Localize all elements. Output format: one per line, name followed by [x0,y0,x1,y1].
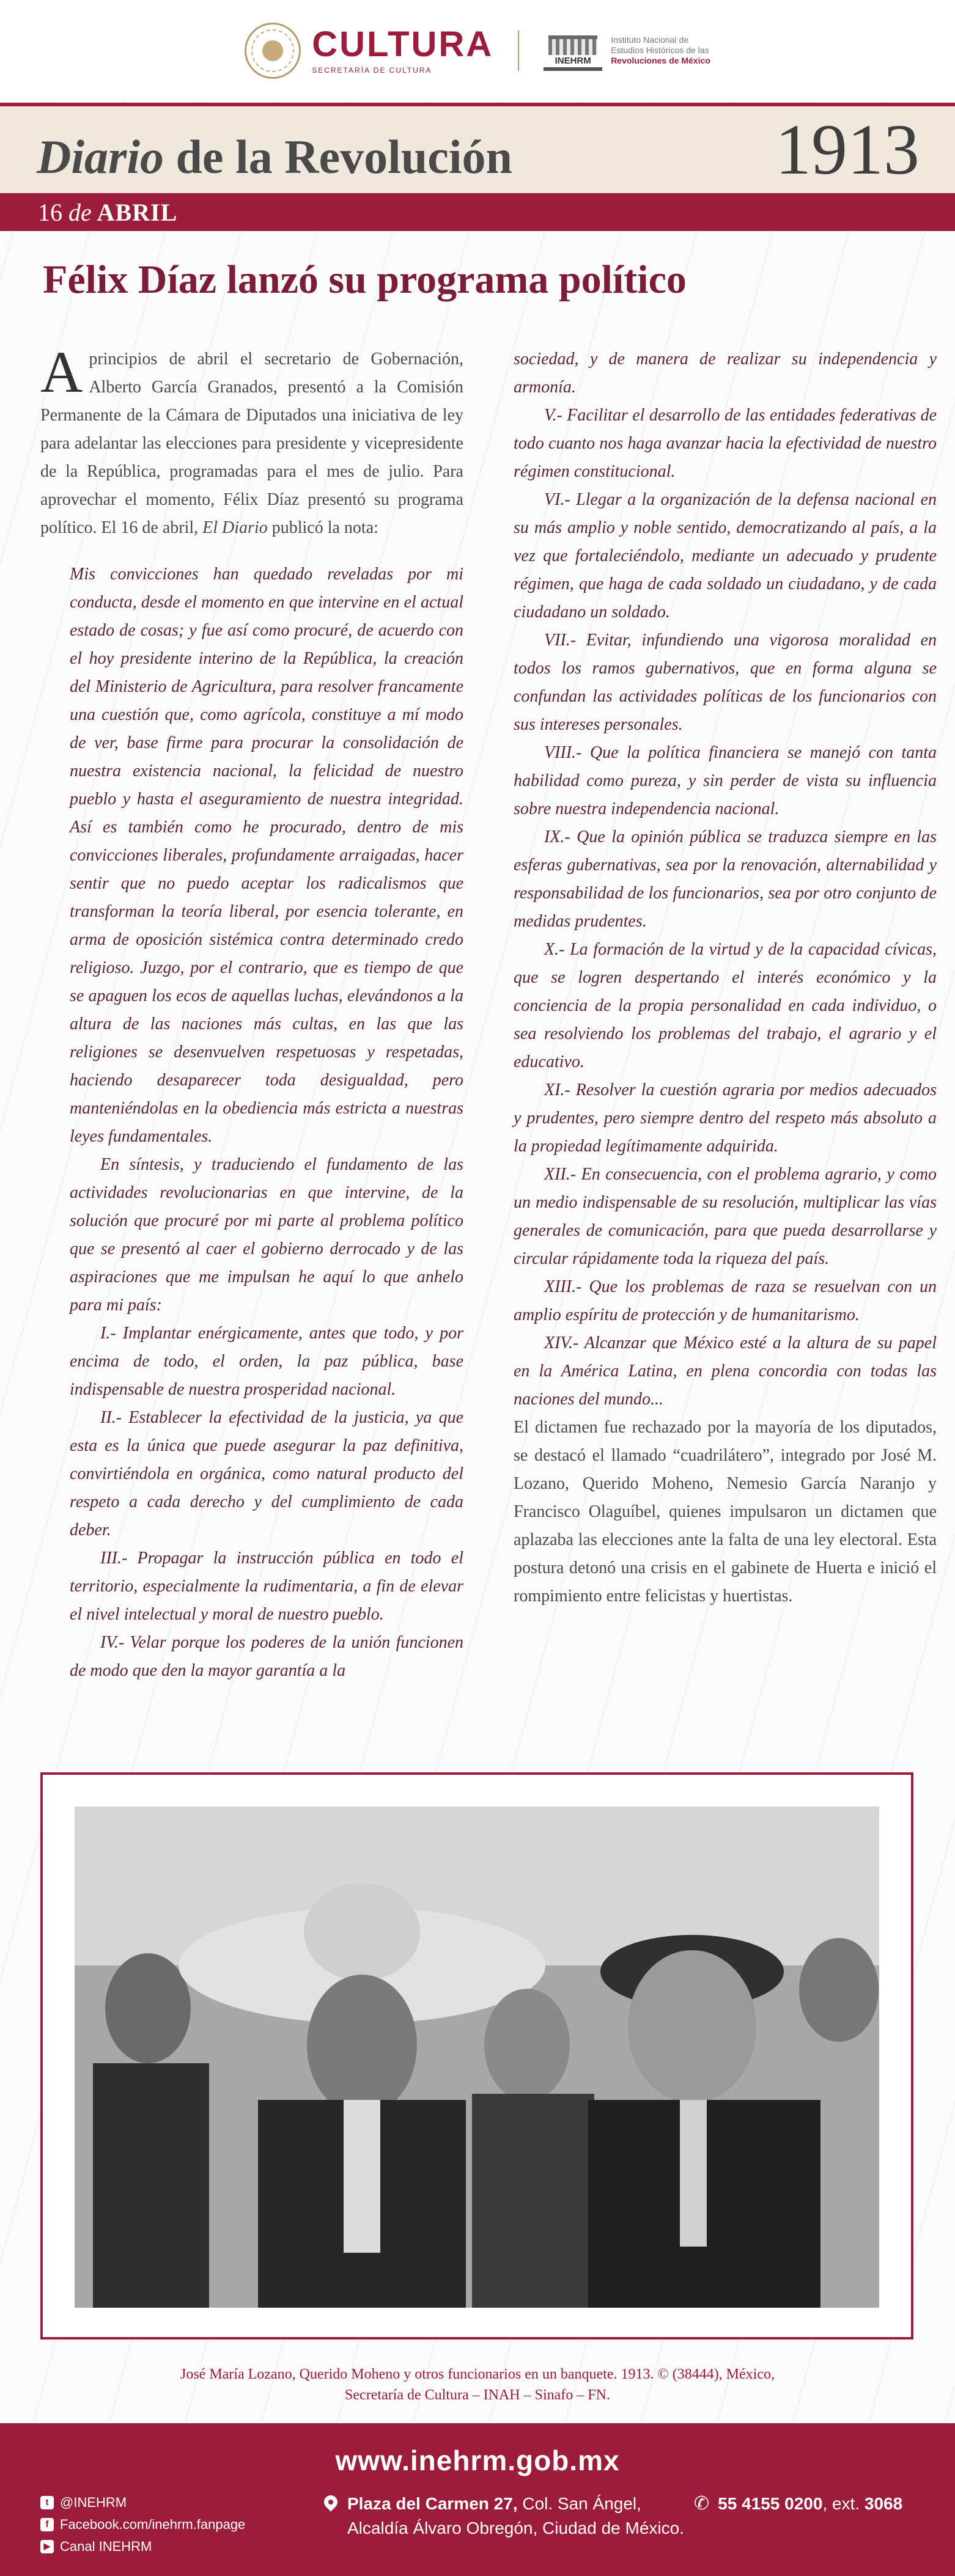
social-links [40,2492,245,2558]
cultura-logo[interactable] [245,23,493,79]
date [38,198,177,227]
title-rest: de la Revolución [164,130,512,183]
inehrm-line-1: Instituto Nacional de [611,35,689,45]
title-italic: Diario [37,130,164,183]
quote-point: V.- Facilitar el desarrollo de las entidades federativas de todo cuanto nos haga avanzar hacia la efectividad de nuestro régimen constitucional. [514,406,937,481]
quote-point: I.- Implantar enérgicamente, antes que todo, y por encima de todo, el orden, la paz pública, base indispensable de nuestra prosperidad nacional. [70,1324,463,1399]
inehrm-line-3: Revoluciones de México [611,55,710,65]
quote-point: XIII.- Que los problemas de raza se resuelvan con un amplio espíritu de protección y de humanitarismo. [514,1277,937,1324]
quote-point: VII.- Evitar, infundiendo una vigorosa moralidad en todos los ramos gubernativos, que en forma alguna se confundan las actividades políticas de los funcionarios con sus intereses personales. [514,631,937,734]
dropcap: A [40,339,83,405]
quote-point: IX.- Que la opinión pública se traduzca siempre en las esferas gubernativas, sea por la renovación, alternabilidad y responsabilidad de los funcionarios, sea por otro conjunto de medidas prudentes. [514,827,937,931]
cultura-subtitle: SECRETARÍA DE CULTURA [312,65,432,75]
intro-text: principios de abril el secretario de Gobernación, Alberto García Granados, presentó a la Comisión Permanente de la Cámara de Diputados una iniciativa de ley para adelantar las elecciones para presidente y vicepresidente de la República, programadas para el mes de julio. Para aprovechar el momento, Félix Díaz presentó su programa político. El 16 de abril, [40,350,463,537]
phone-icon: ✆ [694,2493,710,2514]
title-band [0,103,955,193]
inehrm-building-icon [544,31,602,71]
facebook-url: Facebook.com/inehrm.fanpage [60,2517,246,2532]
quote-point: II.- Establecer la efectividad de la justicia, ya que esta es la única que puede asegurar la paz definitiva, convirtiéndola en orgánica, como natural producto del respeto a cada derecho y del cumplimiento de cada deber. [70,1408,463,1539]
date-day: 16 [38,199,68,226]
year: 1913 [775,109,920,189]
caption-line-2: Secretaría de Cultura – INAH – Sinafo – FN. [345,2387,610,2403]
quote-continuation: sociedad, y de manera de realizar su independencia y armonía. [514,350,937,397]
twitter-handle: @INEHRM [60,2495,127,2510]
quote-paragraph: En síntesis, y traduciendo el fundamento de las actividades revolucionarias en que intervine, de la solución que procuré por mi parte al problema político que se presentó al caer el gobierno derrocado y de las aspiraciones que me impulsan he aquí lo que anhelo para mi país: [70,1155,463,1315]
website-link[interactable]: www.inehrm.gob.mx [335,2445,620,2476]
article-column-left [40,339,463,1685]
date-band [0,193,955,231]
facebook-link[interactable] [40,2514,245,2536]
youtube-link[interactable] [40,2536,245,2558]
footer [0,2423,955,2576]
location-pin-icon [323,2495,339,2517]
logo-divider [518,31,519,71]
quote-point: X.- La formación de la virtud y de la capacidad cívicas, que se logren despertando el interés económico y la conciencia de la propia personalidad en cada individuo, o sea resolviendo los problemas del trabajo, el agrario y el educativo. [514,940,937,1071]
quote-point: XII.- En consecuencia, con el problema agrario, y como un medio indispensable de su resolución, multiplicar las vías generales de comunicación, para que pueda desarrollarse y circular rápidamente toda la riqueza del país. [514,1165,937,1268]
mexico-seal-icon [245,23,301,79]
article-closing: El dictamen fue rechazado por la mayoría de los diputados, se destacó el llamado “cuadrilátero”, integrado por José M. Lozano, Querido Moheno, Nemesio García Naranjo y Francisco Olaguíbel, quienes impulsaron un dictamen que aplazaba las elecciones ante la falta de una ley electoral. Esta postura detonó una crisis en el gabinete de Huerta e inició el rompimiento entre felicistas y huertistas. [514,1418,937,1605]
date-de: de [68,199,92,226]
article-intro [40,339,463,542]
phone-number: 55 4155 0200 [718,2494,823,2513]
caption-line-1: José María Lozano, Querido Moheno y otros funcionarios en un banquete. 1913. © (38444), México, [180,2366,775,2382]
address-street: Plaza del Carmen 27, [347,2494,518,2513]
publication-title [37,130,512,185]
quote-point: XIV.- Alcanzar que México esté a la altura de su papel en la América Latina, en plena concordia con todas las naciones del mundo... [514,1334,937,1409]
twitter-link[interactable] [40,2492,245,2514]
address [323,2492,684,2541]
quote-left [70,560,463,1685]
headline: Félix Díaz lanzó su programa político [43,257,687,302]
quote-point: III.- Propagar la instrucción pública en todo el territorio, especialmente la rudimentaria, a fin de elevar el nivel intelectual y moral de nuestro pueblo. [70,1549,463,1624]
inehrm-logo[interactable] [544,31,710,71]
photo-frame [40,1772,913,2339]
historical-photo[interactable] [75,1807,879,2308]
inehrm-wordmark: INEHRM [555,55,591,66]
youtube-icon: ▶ [40,2540,54,2553]
logo-bar [0,0,955,101]
phone-ext: 3068 [864,2494,903,2513]
twitter-icon: t [40,2496,54,2509]
quote-right [514,345,937,1414]
photo-illustration [75,1807,879,2308]
address-city: Alcaldía Álvaro Obregón, Ciudad de México. [347,2519,684,2537]
photo-caption [122,2364,833,2405]
quote-point: VIII.- Que la política financiera se manejó con tanta habilidad como pureza, y sin perder de vista su influencia sobre nuestra independencia nacional. [514,743,937,818]
inehrm-line-2: Estudios Históricos de las [611,45,709,56]
phone[interactable] [694,2492,902,2516]
quote-point: XI.- Resolver la cuestión agraria por medios adecuados y prudentes, pero siempre dentro del respeto más absoluto a la propiedad legítimamente adquirida. [514,1081,937,1156]
cultura-wordmark: CULTURA [312,24,494,64]
quote-point: VI.- Llegar a la organización de la defensa nacional en su más amplio y noble sentido, democratizando al país, a la vez que fortaleciéndolo, mediante un adecuado y prudente régimen, que haga de cada soldado un ciudadano, y de cada ciudadano un soldado. [514,490,937,622]
phone-ext-label: , ext. [822,2494,865,2513]
quote-point: IV.- Velar porque los poderes de la unión funcionen de modo que den la mayor garantía a la [70,1633,463,1680]
inehrm-fullname [611,35,710,65]
intro-end: publicó la nota: [267,518,378,537]
youtube-channel: Canal INEHRM [60,2539,152,2554]
quote-paragraph: Mis convicciones han quedado reveladas por mi conducta, desde el momento en que intervine en el actual estado de cosas; y fue así como procuré, de acuerdo con el hoy presidente interino de la República, la creación del Ministerio de Agricultura, para resolver francamente una cuestión que, como agrícola, constituye a mí modo de ver, base firme para procurar la consolidación de nuestra existencia nacional, la felicidad de nuestro pueblo y hasta el aseguramiento de nuestra integridad. Así es también como he procurado, dentro de mis convicciones liberales, profundamente arraigadas, hacer sentir que no puedo aceptar los radicalismos que transforman la teoría liberal, por esencia tolerante, en arma de oposición sistémica contra determinado credo religioso. Juzgo, por el contrario, que es tiempo de que se apaguen los ecos de aquellas luchas, elevándonos a la altura de las naciones más cultas, en las que las religiones se desenvuelven respetuosas y respetadas, haciendo desaparecer toda desigualdad, pero manteniéndolas en la obediencia más estricta a nuestras leyes fundamentales. [70,565,463,1146]
intro-italic: El Diario [202,518,268,537]
article-column-right [514,345,937,1610]
date-month: ABRIL [91,199,178,226]
facebook-icon: f [40,2518,54,2531]
address-colonia: Col. San Ángel, [517,2494,641,2513]
